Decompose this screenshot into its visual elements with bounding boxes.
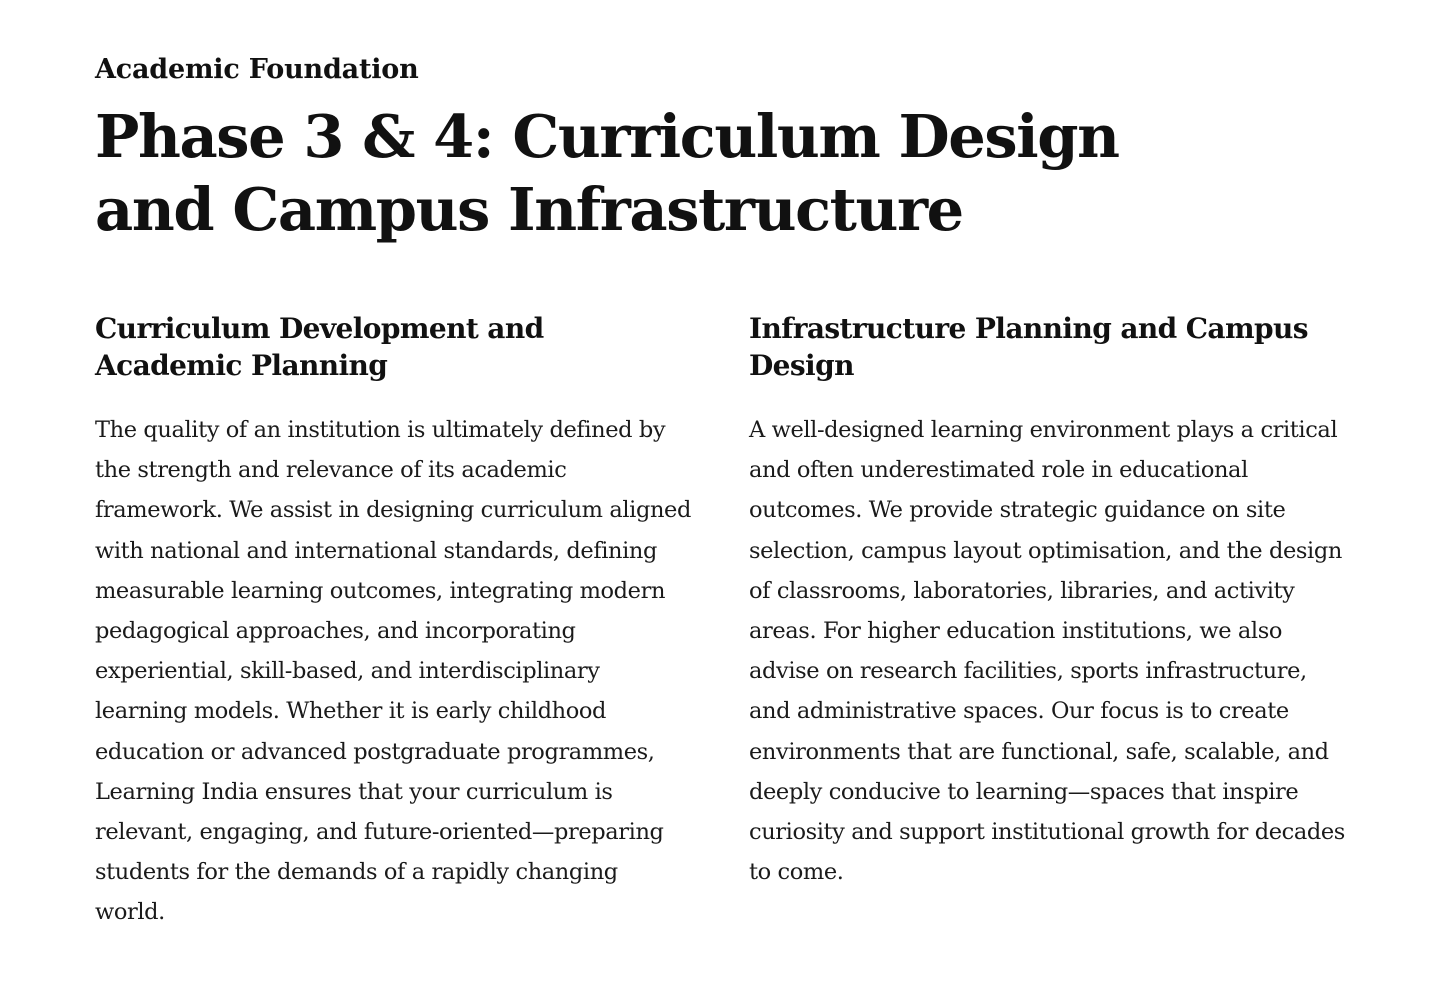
content-columns: [95, 310, 1345, 933]
curriculum-body: The quality of an institution is ultimately defined by the strength and relevance of its academic framework. We assist in designing curriculum aligned with national and international standards, defining measurable learning outcomes, integrating modern pedagogical approaches, and incorporating experiential, skill-based, and interdisciplinary learning models. Whether it is early childhood education or advanced postgraduate programmes, Learning India ensures that your curriculum is relevant, engaging, and future-oriented—preparing students for the demands of a rapidly changing world.: [95, 417, 691, 926]
curriculum-heading: Curriculum Development and Academic Planning: [95, 312, 544, 382]
infrastructure-heading: Infrastructure Planning and Campus Design: [749, 312, 1308, 382]
infrastructure-section: [749, 310, 1345, 933]
curriculum-section: [95, 310, 691, 933]
page-title: Phase 3 & 4: Curriculum Design and Campus Infrastructure: [95, 102, 1119, 244]
infrastructure-body: A well-designed learning environment plays a critical and often underestimated role in educational outcomes. We provide strategic guidance on site selection, campus layout optimisation, and the design of classrooms, laboratories, libraries, and activity areas. For higher education institutions, we also advise on research facilities, sports infrastructure, and administrative spaces. Our focus is to create environments that are functional, safe, scalable, and deeply conducive to learning—spaces that inspire curiosity and support institutional growth for decades to come.: [749, 417, 1345, 886]
eyebrow-label: Academic Foundation: [95, 54, 419, 85]
